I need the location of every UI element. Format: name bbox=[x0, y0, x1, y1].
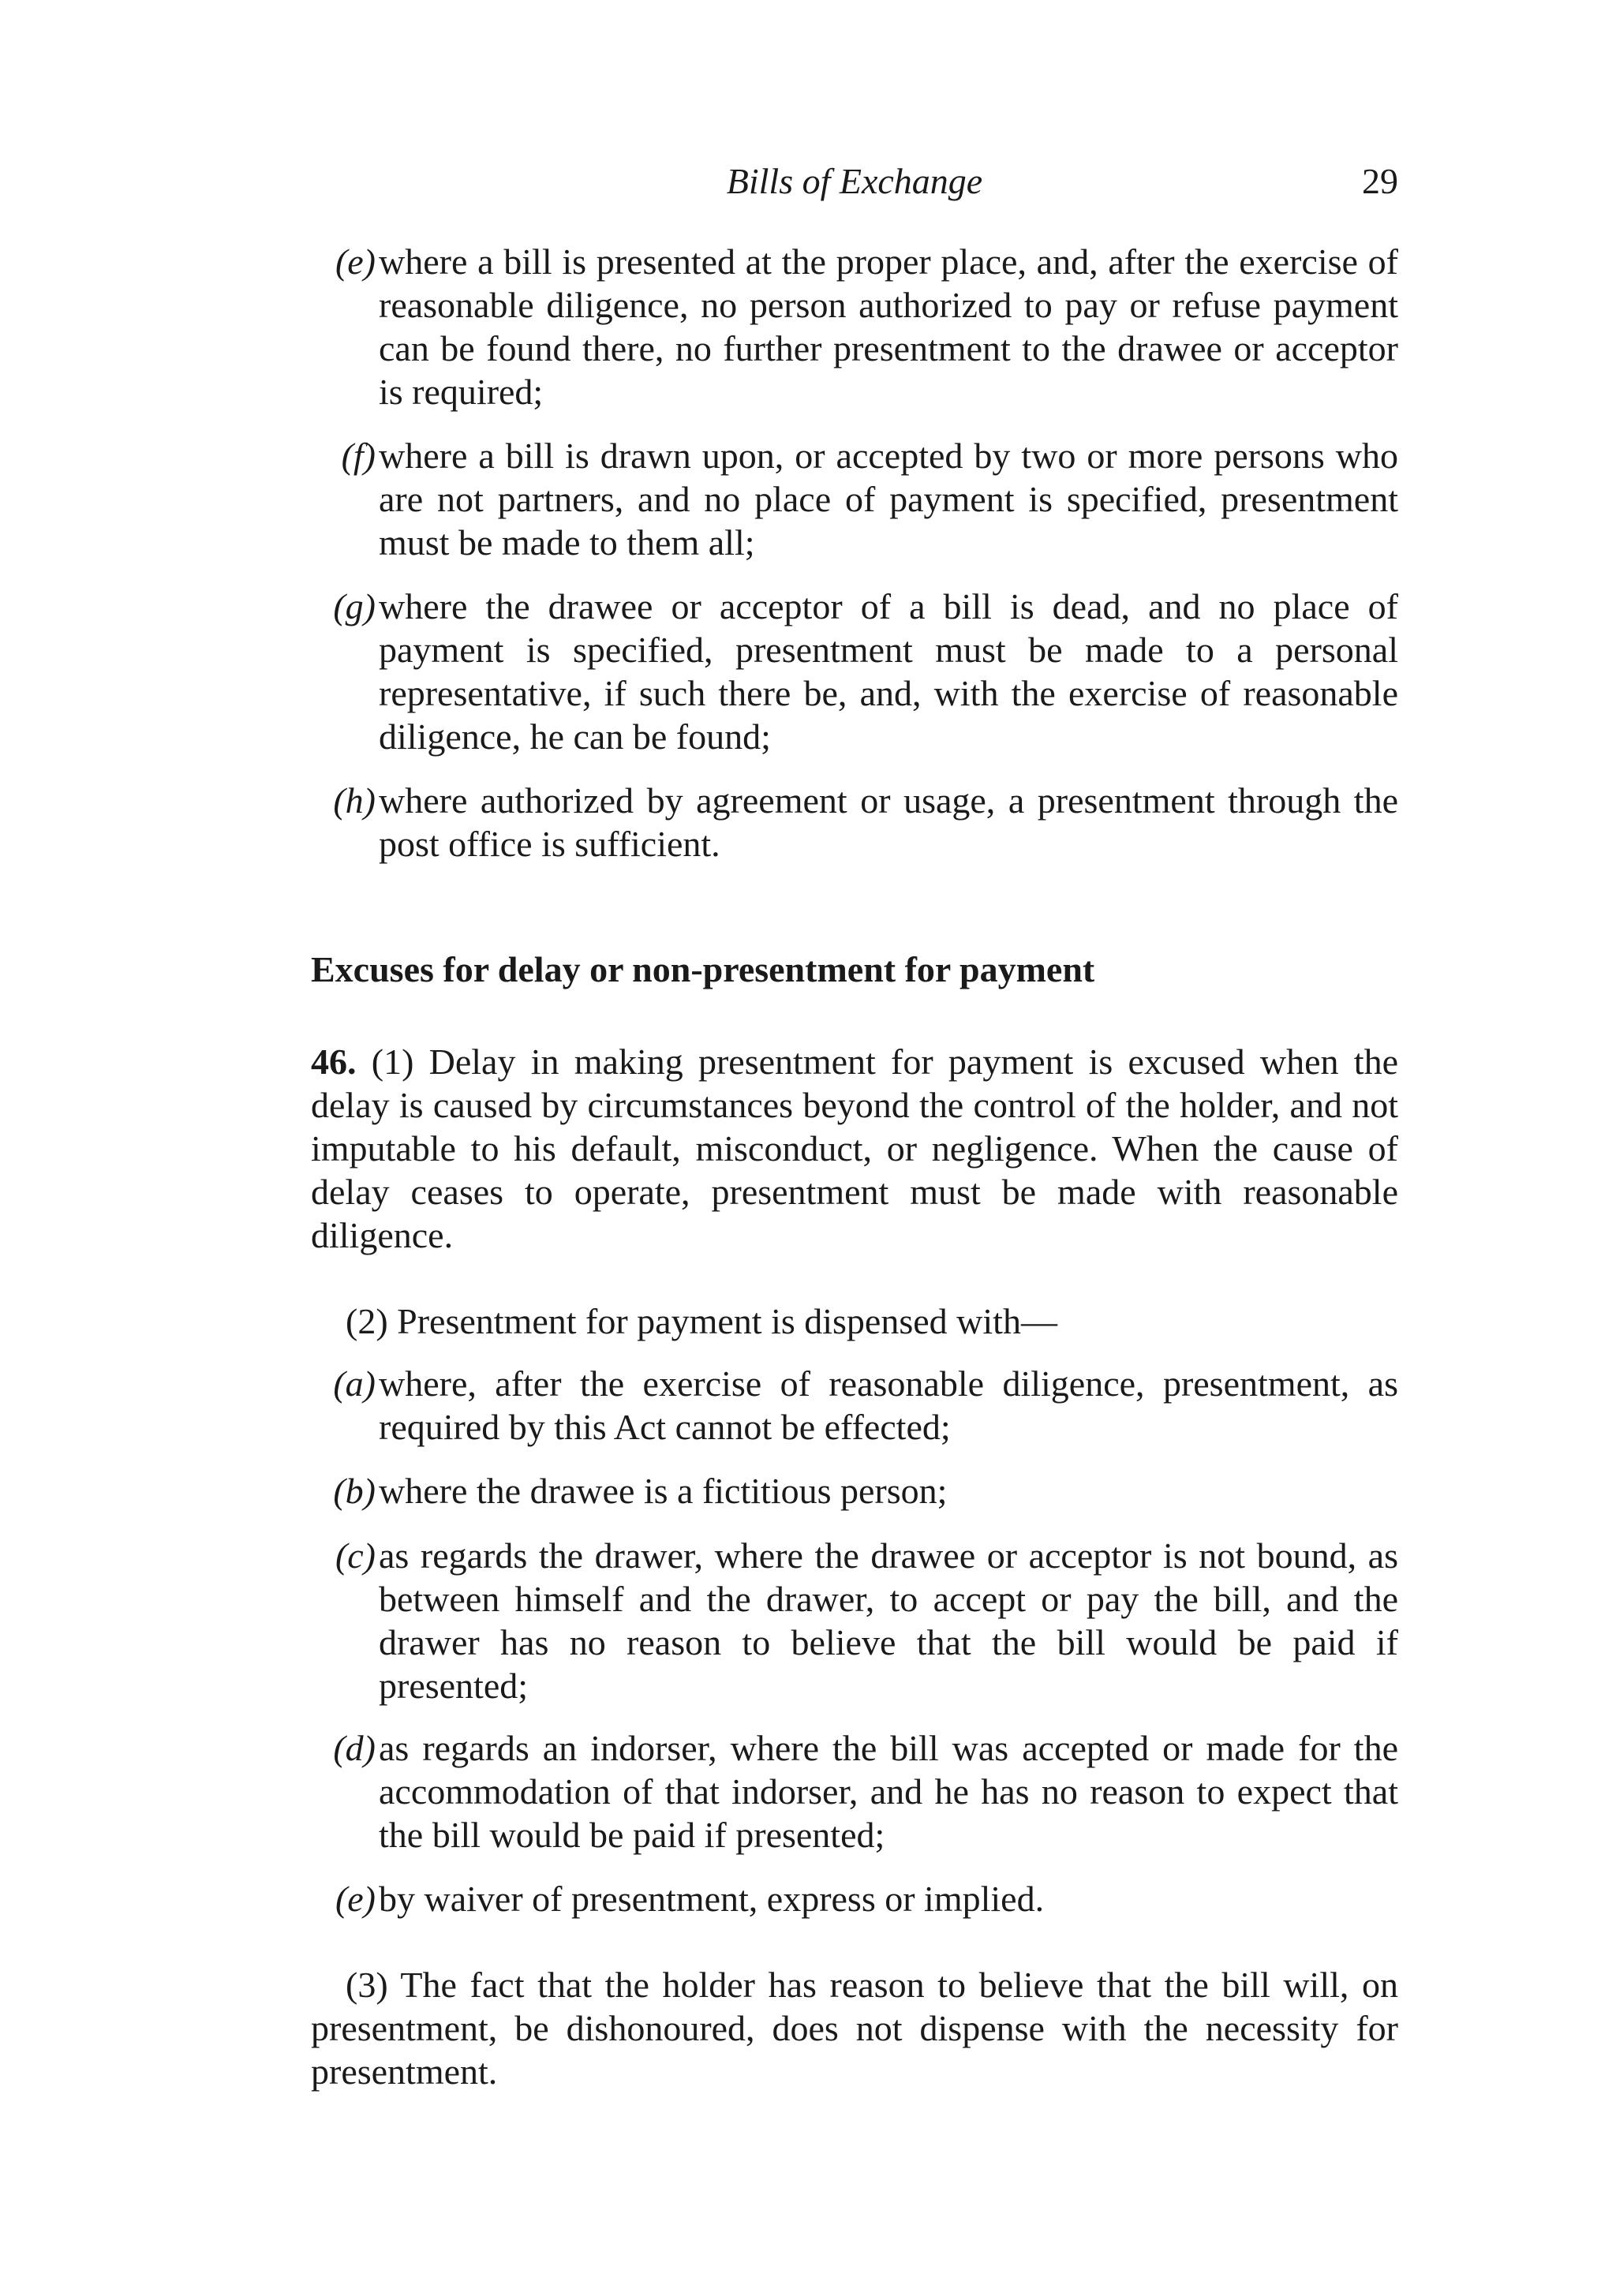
item-label: (d) bbox=[333, 1728, 376, 1768]
item-label: (b) bbox=[333, 1471, 376, 1511]
running-title: Bills of Exchange bbox=[726, 161, 983, 201]
item-text: where, after the exercise of reasonable diligence, presentment, as required by this Act cannot be effected; bbox=[379, 1363, 1398, 1447]
item-text: as regards the drawer, where the drawee or acceptor is not bound, as between himself and the drawer, to accept or pay the bill, and the drawer has no reason to believe that the bill would be paid if presented; bbox=[379, 1535, 1398, 1706]
item-text: where the drawee is a fictitious person; bbox=[379, 1471, 948, 1511]
list-item bbox=[335, 240, 1398, 413]
list-item bbox=[341, 434, 1398, 564]
paragraph-text: (1) Delay in making presentment for payment is excused when the delay is caused by circumstances beyond the control of the holder, and not imputable to his default, misconduct, or negligence. When the cause of delay ceases to operate, presentment must be made with reasonable diligence. bbox=[311, 1041, 1398, 1255]
list-item bbox=[333, 1362, 1398, 1449]
section-paragraph-3: (3) The fact that the holder has reason to believe that the bill will, on presentment, be dishonoured, does not dispense with the necessity for presentment. bbox=[311, 1965, 1398, 2092]
item-label: (f) bbox=[341, 436, 376, 476]
item-text: where a bill is drawn upon, or accepted by two or more persons who are not partners, and no place of payment is specified, presentment must be made to them all; bbox=[379, 436, 1398, 563]
list-item bbox=[335, 1534, 1398, 1707]
item-text: by waiver of presentment, express or implied. bbox=[379, 1879, 1045, 1919]
running-head bbox=[311, 156, 1398, 207]
section-heading: Excuses for delay or non-presentment for payment bbox=[311, 949, 1095, 989]
item-text: where a bill is presented at the proper place, and, after the exercise of reasonable diligence, no person authorized to pay or refuse payment can be found there, no further presentment to the drawee or acceptor is required; bbox=[379, 241, 1398, 412]
item-label: (c) bbox=[335, 1535, 376, 1576]
section-number: 46. bbox=[311, 1041, 357, 1082]
item-text: where authorized by agreement or usage, a presentment through the post office is sufficient. bbox=[379, 780, 1398, 864]
page-number: 29 bbox=[1362, 161, 1398, 201]
list-item bbox=[333, 779, 1398, 866]
item-label: (h) bbox=[333, 780, 376, 821]
item-label: (e) bbox=[335, 241, 376, 282]
list-item bbox=[333, 1469, 1398, 1513]
list-item bbox=[333, 585, 1398, 758]
item-label: (a) bbox=[333, 1363, 376, 1404]
list-item bbox=[335, 1877, 1398, 1920]
item-label: (g) bbox=[333, 586, 376, 626]
list-item bbox=[333, 1726, 1398, 1857]
item-text: where the drawee or acceptor of a bill is dead, and no place of payment is specified, presentment must be made to a personal representative, if such there be, and, with the exercise of reasonable diligence, he can be found; bbox=[379, 586, 1398, 757]
section-paragraph-2: (2) Presentment for payment is dispensed with— bbox=[346, 1301, 1057, 1341]
item-label: (e) bbox=[335, 1879, 376, 1919]
item-text: as regards an indorser, where the bill was accepted or made for the accommodation of that indorser, and he has no reason to expect that the bill would be paid if presented; bbox=[379, 1728, 1398, 1855]
section-paragraph-1 bbox=[311, 1040, 1398, 1257]
